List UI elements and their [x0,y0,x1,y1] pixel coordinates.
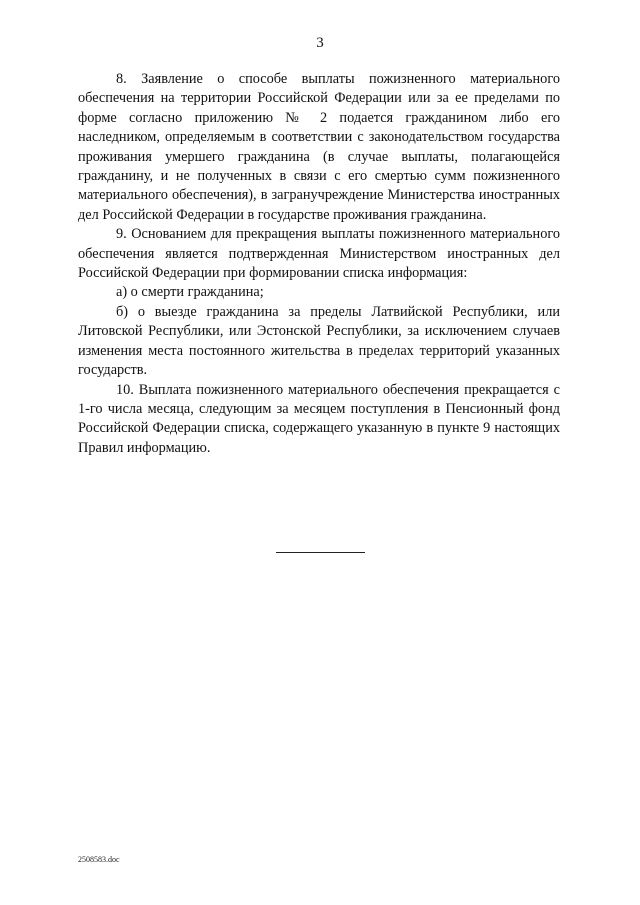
end-separator-line [276,552,365,553]
paragraph-8: 8. Заявление о способе выплаты пожизненного материального обеспечения на территории Российской Федерации или за ее пределами по форме согласно приложению № 2 подается гражданином либо его наследником, определяемым в соответствии с законодательством государства проживания умершего гражданина (в случае выплаты, полагающейся гражданину, и не полученных в связи с его смертью сумм пожизненного материального обеспечения), в загранучреждение Министерства иностранных дел Российской Федерации в государстве проживания гражданина. [78,71,560,223]
paragraph-10: 10. Выплата пожизненного материального обеспечения прекращается с 1-го числа месяца, следующим за месяцем поступления в Пенсионный фонд Российской Федерации списка, содержащего указанную в пункте 9 настоящих Правил информацию. [78,381,560,456]
document-body [78,70,560,458]
list-item-a: а) о смерти гражданина; [116,284,264,301]
paragraph-9: 9. Основанием для прекращения выплаты пожизненного материального обеспечения является подтвержденная Министерством иностранных дел Российской Федерации при формировании списка информация: [78,226,560,282]
page-number: 3 [316,35,324,51]
footer-filename: 2508583.doc [78,855,120,864]
list-item-b: б) о выезде гражданина за пределы Латвийской Республики, или Литовской Республики, или Эстонской Республики, за исключением случаев изменения места постоянного жительства в пределах территорий указанных государств. [78,303,560,379]
